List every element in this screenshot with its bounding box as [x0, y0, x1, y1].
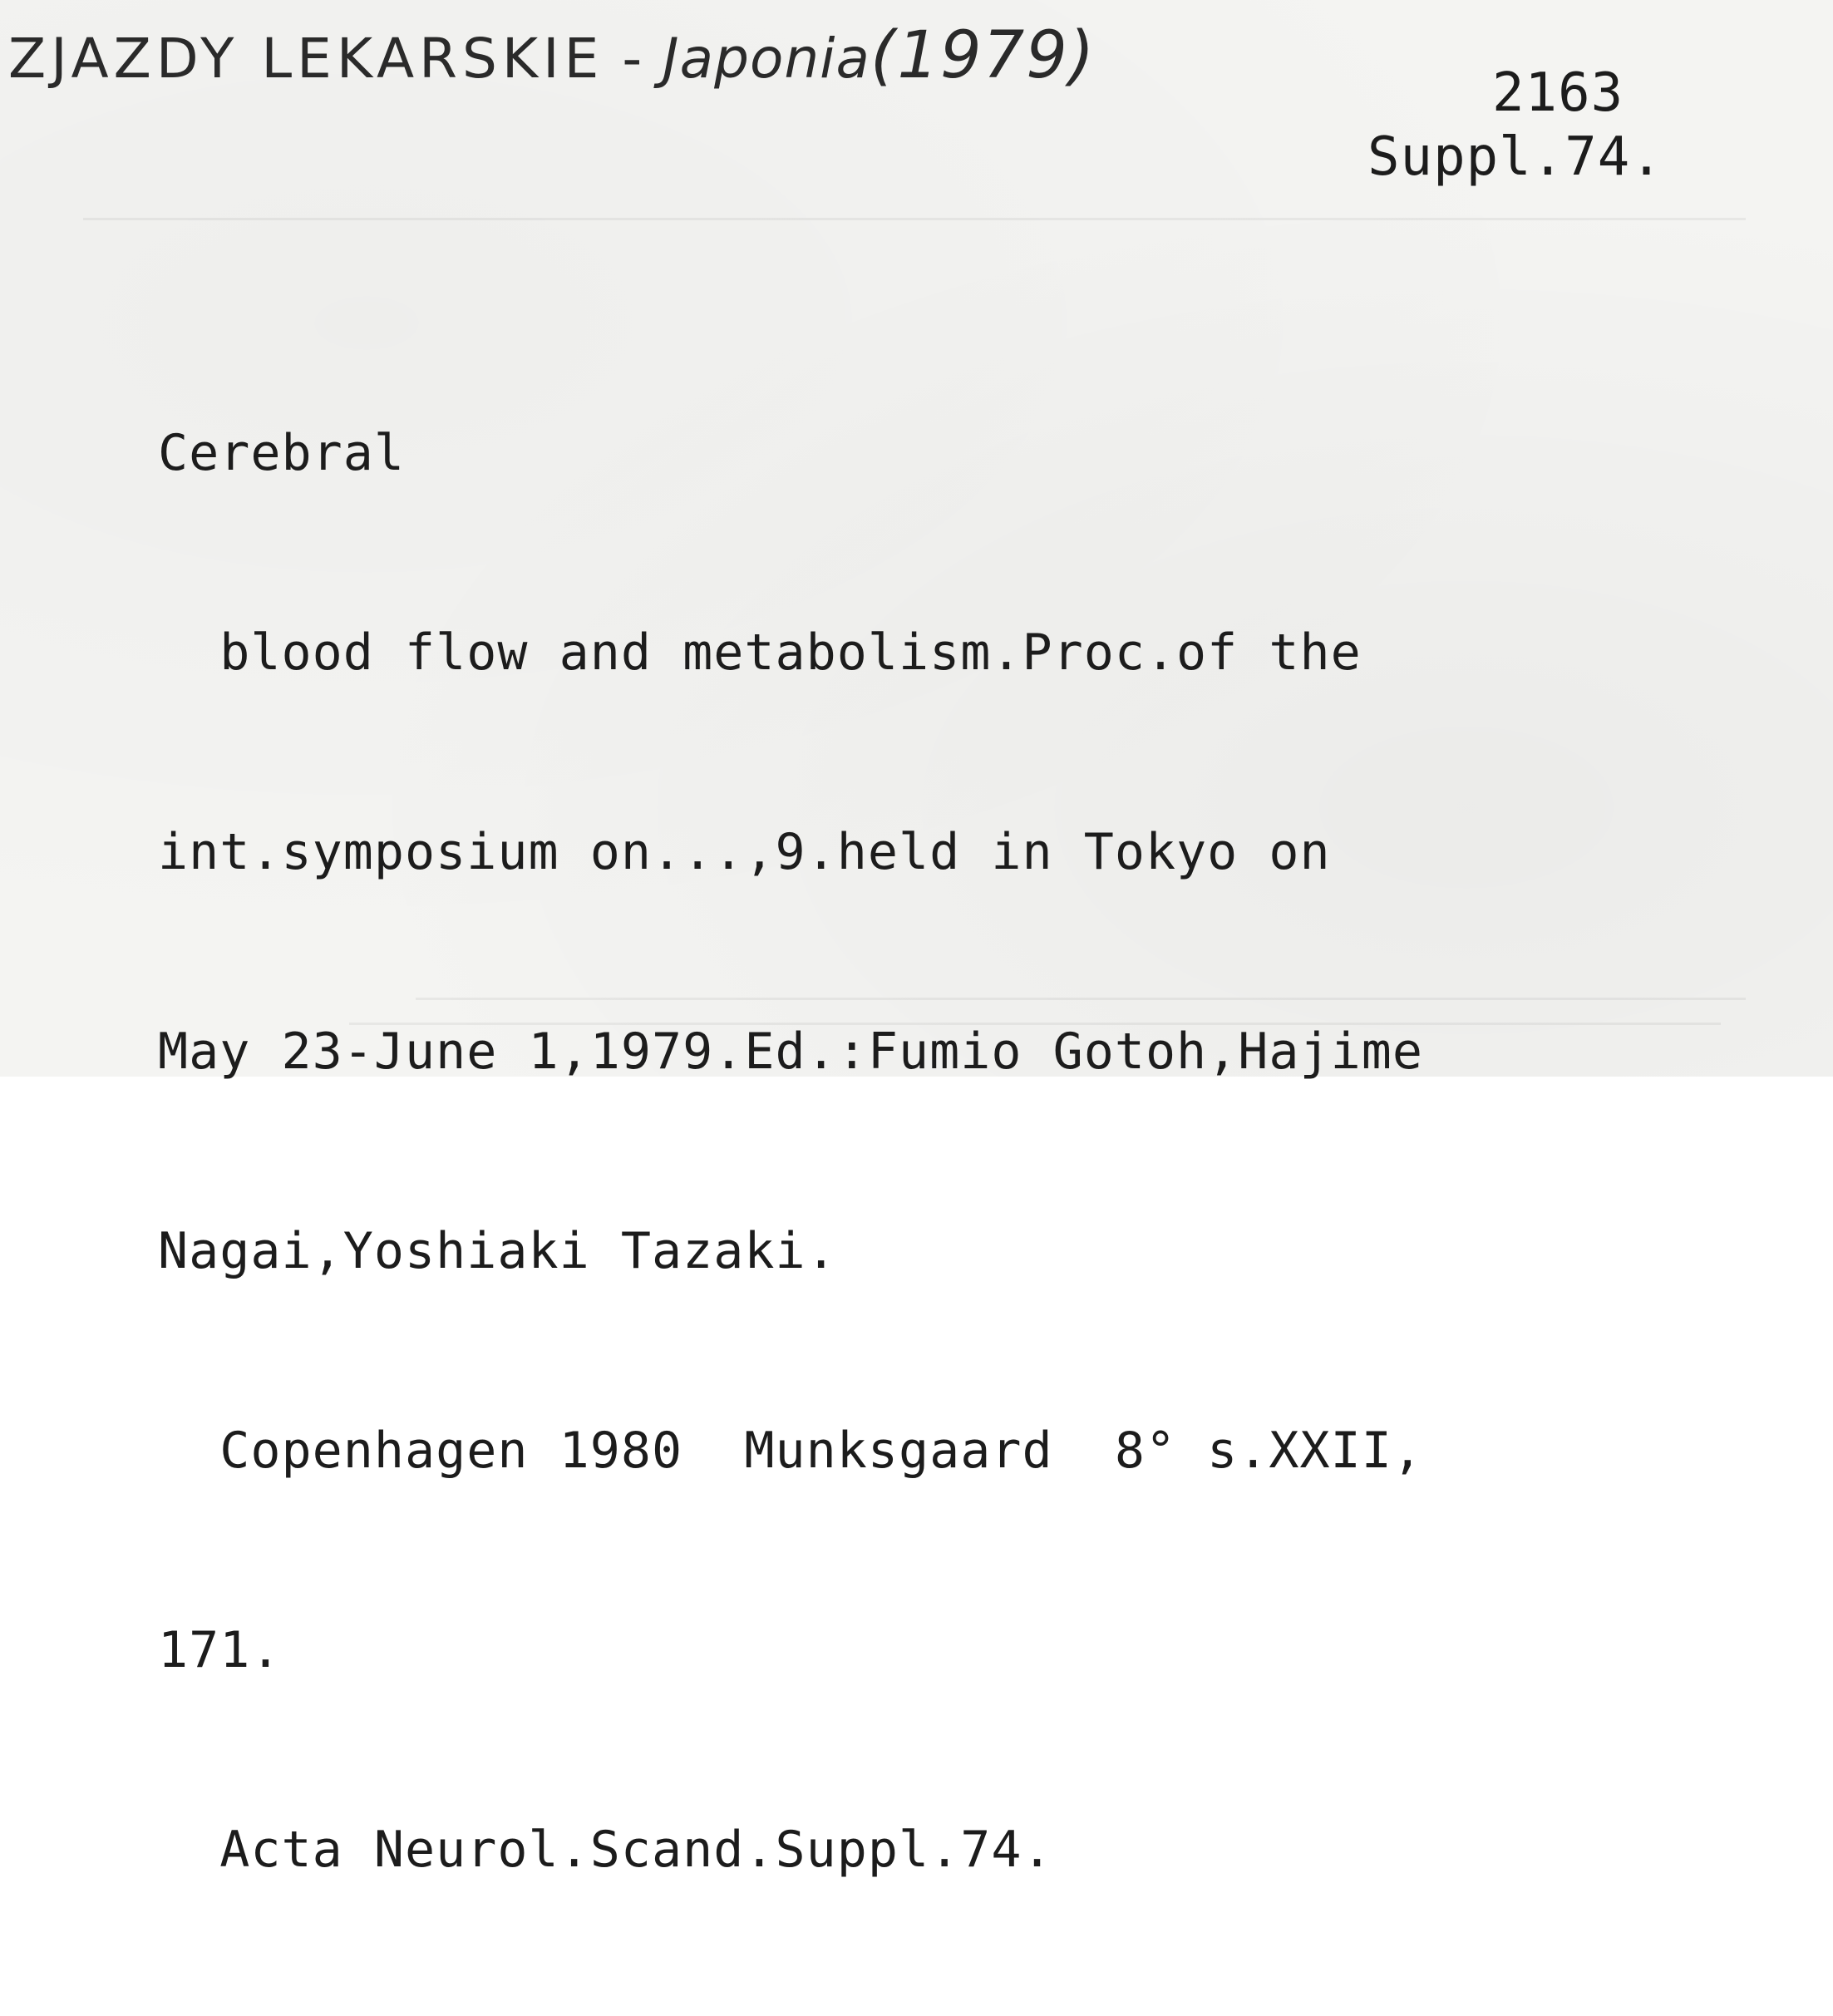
entry-line: Nagai,Yoshiaki Tazaki. [158, 1222, 837, 1280]
entry-line: Copenhagen 1980 Munksgaard 8° s.XXII, [158, 1422, 1424, 1480]
entry-line: Acta Neurol.Scand.Suppl.74. [158, 1821, 1053, 1879]
entry-line: 171. [158, 1621, 282, 1679]
entry-line: blood flow and metabolism.Proc.of the [158, 624, 1362, 682]
entry-line: int.symposium on...,9.held in Tokyo on [158, 823, 1331, 881]
place-heading: Japonia [663, 27, 870, 91]
heading-dash: - [622, 27, 645, 91]
year-heading: (1979) [870, 18, 1096, 93]
card-heading [8, 18, 1096, 93]
entry-line: May 23-June 1,1979.Ed.:Fumio Gotoh,Hajime [158, 1023, 1424, 1081]
bleed-through-line [83, 218, 1746, 220]
bibliographic-entry [158, 287, 1423, 2016]
entry-line: Cerebral [158, 424, 405, 482]
subject-heading: ZJAZDY LEKARSKIE [8, 27, 604, 91]
call-number: 2163 [1492, 62, 1624, 124]
series-number: Suppl.74. [1367, 126, 1663, 188]
